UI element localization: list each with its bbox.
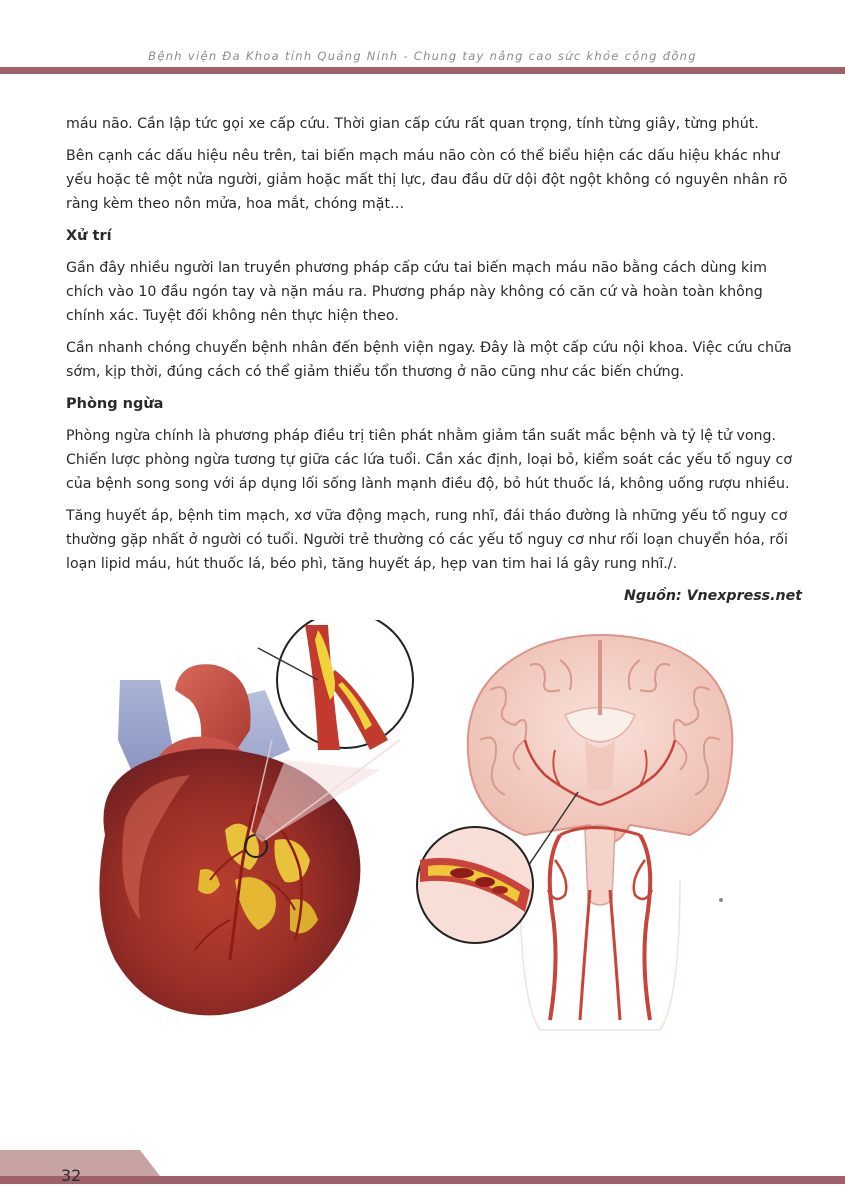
running-header: Bệnh viện Đa Khoa tỉnh Quảng Ninh - Chung tay nâng cao sức khỏe cộng đồng [148,49,697,63]
paragraph: Cần nhanh chóng chuyển bệnh nhân đến bệnh viện ngay. Đây là một cấp cứu nội khoa. Việc cứu chữa sớm, kịp thời, đúng cách có thể giảm thiểu tổn thương ở não cũng như các biến chứng. [66,340,792,380]
header-rule [0,67,845,74]
brain-illustration [417,635,732,1030]
medical-illustration [0,620,845,1040]
heart-illustration [99,620,413,1015]
source-credit: Nguồn: Vnexpress.net [623,588,802,604]
paragraph: Bên cạnh các dấu hiệu nêu trên, tai biến mạch máu não còn có thể biểu hiện các dấu hiệu khác như yếu hoặc tê một nửa người, giảm hoặc mất thị lực, đau đầu dữ dội đột ngột không có nguyên nhân rõ ràng kèm theo nôn mửa, hoa mắt, chóng mặt… [66,148,788,212]
paragraph: máu não. Cần lập tức gọi xe cấp cứu. Thời gian cấp cứu rất quan trọng, tính từng giây, từng phút. [66,116,759,132]
section-heading-xu-tri: Xử trí [66,228,112,244]
page-number: 32 [61,1166,82,1185]
article-body [66,112,802,608]
section-heading-phong-ngua: Phòng ngừa [66,396,164,412]
paragraph: Gần đây nhiều người lan truyền phương pháp cấp cứu tai biến mạch máu não bằng cách dùng kim chích vào 10 đầu ngón tay và nặn máu ra. Phương pháp này không có căn cứ và hoàn toàn không chính xác. Tuyệt đối không nên thực hiện theo. [66,260,767,324]
footer-bar [0,1150,845,1200]
paragraph: Tăng huyết áp, bệnh tim mạch, xơ vữa động mạch, rung nhĩ, đái tháo đường là những yếu tố nguy cơ thường gặp nhất ở người có tuổi. Người trẻ thường có các yếu tố nguy cơ như rối loạn chuyển hóa, rối loạn lipid máu, hút thuốc lá, béo phì, tăng huyết áp, hẹp van tim hai lá gây rung nhĩ./. [66,508,788,572]
paragraph: Phòng ngừa chính là phương pháp điều trị tiên phát nhằm giảm tần suất mắc bệnh và tỷ lệ tử vong. Chiến lược phòng ngừa tương tự giữa các lứa tuổi. Cần xác định, loại bỏ, kiểm soát các yếu tố nguy cơ của bệnh song song với áp dụng lối sống lành mạnh điều độ, bỏ hút thuốc lá, không uống rượu nhiều. [66,428,793,492]
